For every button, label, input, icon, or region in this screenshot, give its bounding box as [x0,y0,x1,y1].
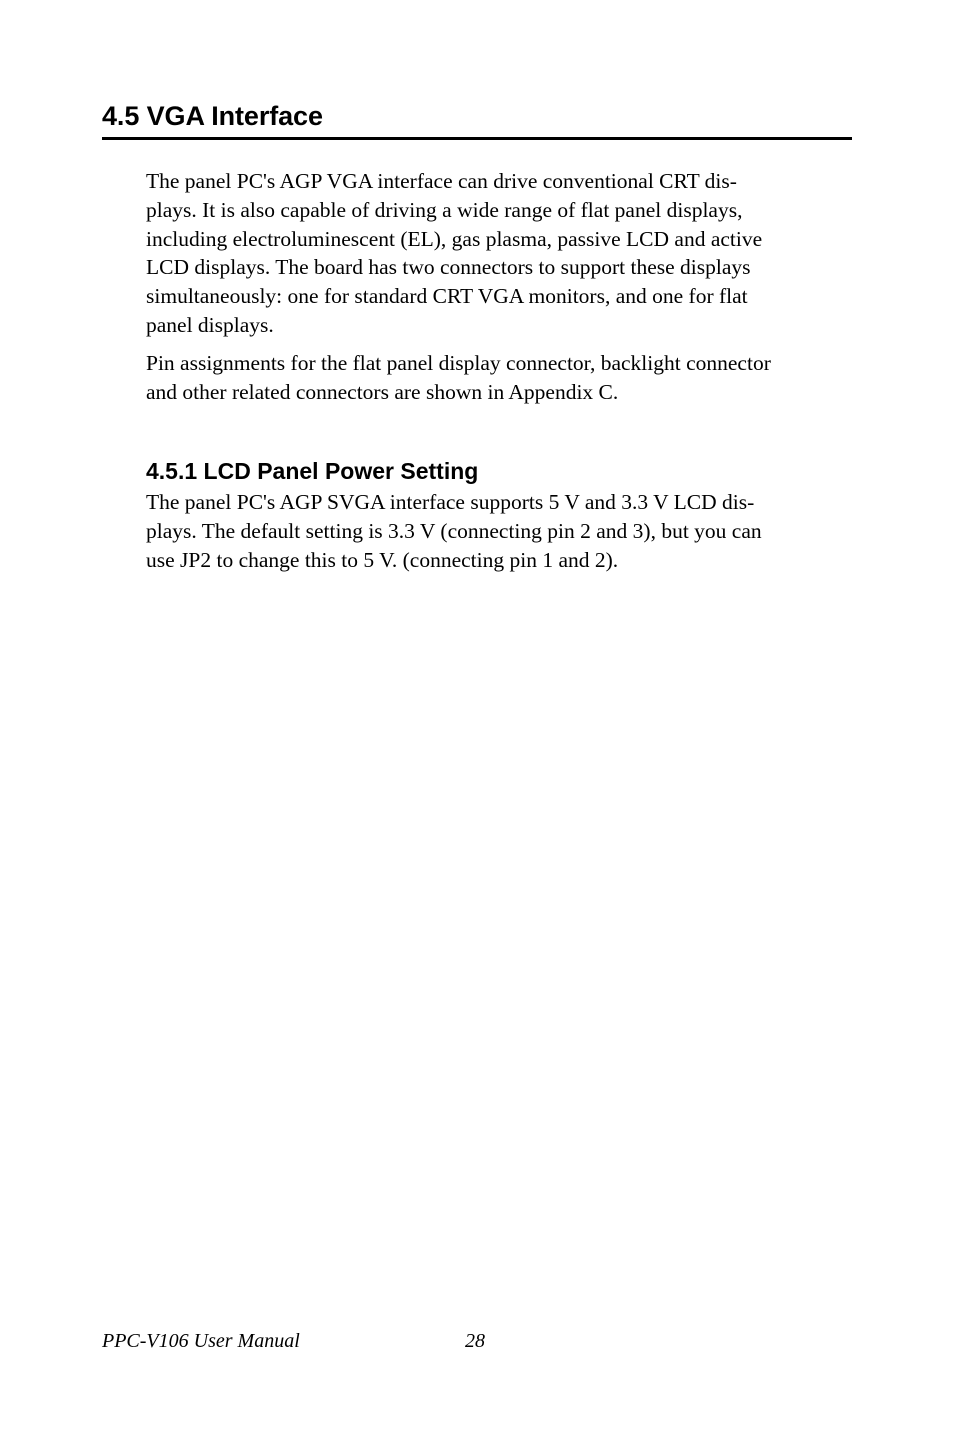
paragraph-text: Pin assignments for the flat panel display connector, backlight connector and other related connectors are shown in Appendix C. [146,351,771,404]
section-heading: 4.5 VGA Interface [102,101,323,131]
paragraph-text: The panel PC's AGP VGA interface can drive conventional CRT dis- plays. It is also capable of driving a wide range of flat panel displays, including electroluminescent (EL), gas plasma, passive LCD and active LCD displays. The board has two connectors to support these displays simultaneously: one for standard CRT VGA monitors, and one for flat panel displays. [146,169,763,337]
paragraph-text: The panel PC's AGP SVGA interface supports 5 V and 3.3 V LCD dis- plays. The default setting is 3.3 V (connecting pin 2 and 3), but you can use JP2 to change this to 5 V. (connecting pin 1 and 2). [146,490,762,572]
footer-page-number: 28 [465,1330,485,1352]
subsection-heading: 4.5.1 LCD Panel Power Setting [146,458,479,484]
subsection-paragraph-lcd-power [146,488,852,574]
footer-manual-title: PPC-V106 User Manual [102,1330,300,1352]
section-paragraph-pin-assignments [146,349,852,407]
section-paragraph-vga-overview [146,167,852,340]
heading-underline-rule [102,137,852,140]
